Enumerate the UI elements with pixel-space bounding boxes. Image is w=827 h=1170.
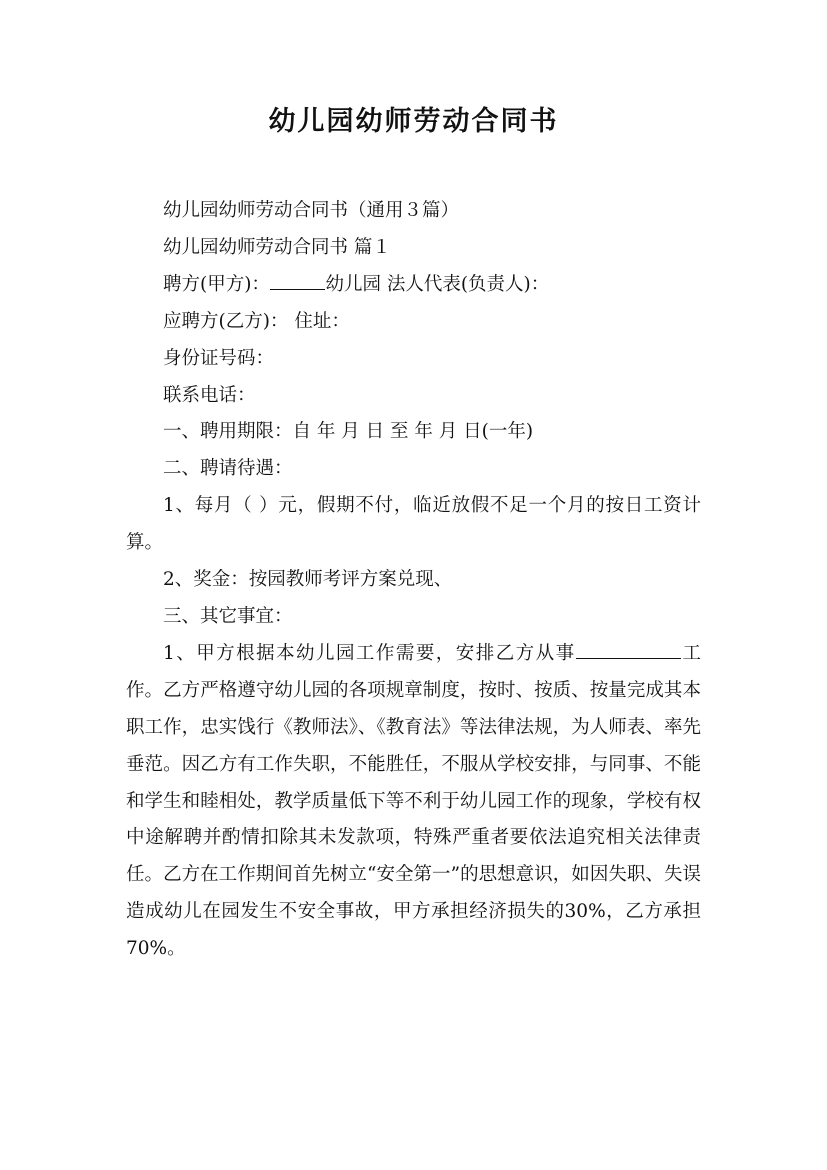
- employer-suffix: 幼儿园 法人代表(负责人)：: [325, 273, 550, 295]
- clause-1-body: 工作。乙方严格遵守幼儿园的各项规章制度，按时、按质、按量完成其本职工作，忠实饯行《教师法》、《教育法》等法律法规，为人师表、率先垂范。因乙方有工作失职，不能胜任，不服从学校安排，与同事、不能和学生和睦相处，教学质量低下等不利于幼儿园工作的现象，学校有权中途解聘并酌情扣除其未发款项，特殊严重者要依法追究相关法律责任。乙方在工作期间首先树立“安全第一”的思想意识，如因失职、失误造成幼儿在园发生不安全事故，甲方承担经济损失的30%，乙方承担70%。: [126, 642, 701, 960]
- paragraph-id-number: 身份证号码：: [163, 347, 275, 369]
- document-title: 幼儿园幼师劳动合同书: [268, 106, 559, 137]
- paragraph-part-label: 幼儿园幼师劳动合同书 篇１: [163, 236, 391, 258]
- paragraph-employee: 应聘方(乙方)： 住址：: [163, 310, 350, 332]
- paragraph-heading: 幼儿园幼师劳动合同书（通用３篇）: [163, 200, 460, 221]
- paragraph-employer: [126, 267, 701, 304]
- paragraph-term: 一、聘用期限：自 年 月 日 至 年 月 日(一年): [163, 421, 534, 443]
- paragraph-treatment: 二、聘请待遇：: [163, 458, 293, 480]
- paragraph-bonus: 2、奖金：按园教师考评方案兑现、: [163, 569, 453, 591]
- employer-blank: [270, 269, 326, 289]
- clause-1-intro: 1、甲方根据本幼儿园工作需要，安排乙方从事: [163, 642, 576, 664]
- document-body: [126, 193, 701, 968]
- paragraph-phone: 联系电话：: [163, 384, 256, 406]
- paragraph-other-matters: 三、其它事宜：: [163, 605, 293, 627]
- paragraph-clause-1: [126, 636, 701, 968]
- paragraph-salary: 1、每月（ ）元，假期不付，临近放假不足一个月的按日工资计算。: [126, 495, 701, 554]
- employer-label: 聘方(甲方)：: [163, 273, 270, 295]
- work-blank: [576, 638, 681, 658]
